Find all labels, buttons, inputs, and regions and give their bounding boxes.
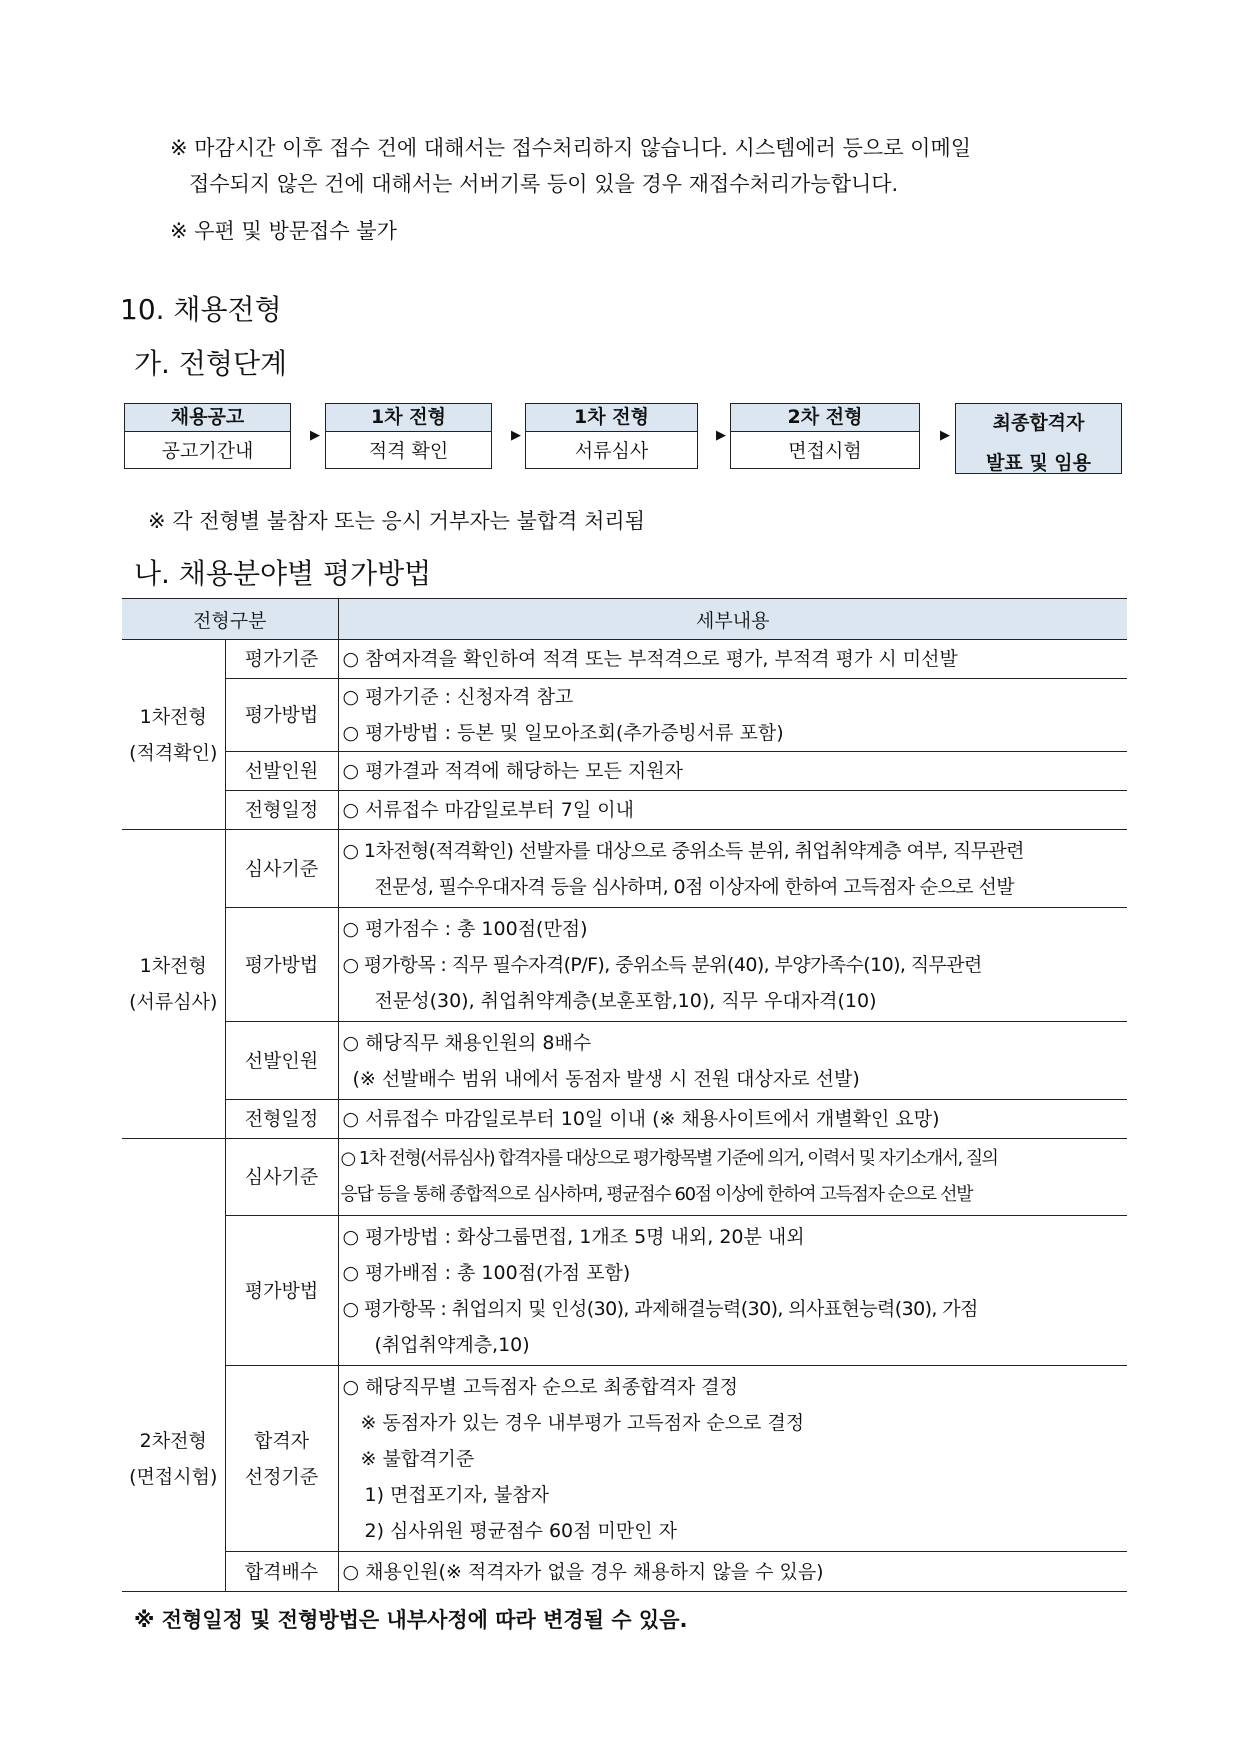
stage-body: 서류심사 (574, 440, 649, 462)
table-row (122, 791, 1127, 830)
group-document-review (122, 830, 225, 1139)
row-label: 전형일정 (225, 1100, 338, 1139)
row-detail: ○ 평가결과 적격에 해당하는 모든 지원자 (338, 752, 1127, 791)
row-label: 심사기준 (225, 1139, 338, 1216)
row-label: 합격배수 (225, 1552, 338, 1592)
row-detail: ○ 평가점수 : 총 100점(만점) ○ 평가항목 : 직무 필수자격(P/F), 중위소득 분위(40), 부양가족수(10), 직무관련 전문성(30), 취업취약계층(보훈포함,10), 직무 우대자격(10) (338, 908, 1127, 1022)
header-detail: 세부내용 (338, 599, 1127, 640)
group-eligibility (122, 640, 225, 830)
stage-header: 최종합격자 (992, 412, 1085, 434)
arrow-right-icon: ▶ (310, 428, 320, 443)
table-header-row (122, 599, 1127, 640)
group-name: 1차전형 (139, 705, 207, 728)
row-label: 평가기준 (225, 640, 338, 679)
group-paren: (서류심사) (129, 991, 218, 1013)
row-detail: ○ 해당직무 채용인원의 8배수 (※ 선발배수 범위 내에서 동점자 발생 시 전원 대상자로 선발) (338, 1022, 1127, 1100)
stage-body: 공고기간내 (161, 440, 254, 462)
row-detail: ○ 서류접수 마감일로부터 10일 이내 (※ 채용사이트에서 개별확인 요망) (338, 1100, 1127, 1139)
stage-body: 적격 확인 (368, 440, 449, 462)
stage-box-announcement (124, 403, 291, 469)
arrow-right-icon: ▶ (716, 428, 726, 443)
row-label: 평가방법 (225, 908, 338, 1022)
table-row (122, 679, 1127, 752)
table-row (122, 1100, 1127, 1139)
group-paren: (면접시험) (129, 1466, 218, 1488)
stage-header: 1차 전형 (526, 404, 697, 432)
stage-box-document-review (525, 403, 698, 469)
row-label: 선발인원 (225, 752, 338, 791)
row-detail: ○ 평가기준 : 신청자격 참고 ○ 평가방법 : 등본 및 일모아조회(추가증빙서류 포함) (338, 679, 1127, 752)
row-label: 심사기준 (225, 830, 338, 908)
row-label: 합격자 선정기준 (225, 1366, 338, 1552)
row-label: 평가방법 (225, 679, 338, 752)
stage-note: ※ 각 전형별 불참자 또는 응시 거부자는 불합격 처리됨 (148, 509, 646, 533)
table-row (122, 752, 1127, 791)
late-submission-note-cont: 접수되지 않은 건에 대해서는 서버기록 등이 있을 경우 재접수처리가능합니다. (189, 172, 899, 196)
section-title: 10. 채용전형 (120, 293, 282, 326)
row-detail: ○ 1차전형(적격확인) 선발자를 대상으로 중위소득 분위, 취업취약계층 여부, 직무관련 전문성, 필수우대자격 등을 심사하며, 0점 이상자에 한하여 고득점자 순으로 선발 (338, 830, 1127, 908)
evaluation-table (122, 598, 1127, 1592)
group-name: 2차전형 (139, 1430, 207, 1452)
row-detail: ○ 1차 전형(서류심사) 합격자를 대상으로 평가항목별 기준에 의거, 이력서 및 자기소개서, 질의 응답 등을 통해 종합적으로 심사하며, 평균점수 60점 이상에 한하여 고득점자 순으로 선발 (338, 1139, 1127, 1216)
subsection-stages: 가. 전형단계 (134, 347, 288, 380)
group-name: 1차전형 (139, 955, 207, 977)
subsection-evaluation: 나. 채용분야별 평가방법 (134, 557, 432, 590)
stage-body: 면접시험 (788, 440, 862, 462)
stage-box-eligibility (325, 403, 492, 469)
footer-note: ※ 전형일정 및 전형방법은 내부사정에 따라 변경될 수 있음. (134, 1608, 688, 1632)
stage-header: 1차 전형 (326, 404, 491, 432)
table-row (122, 1139, 1127, 1216)
row-detail: ○ 참여자격을 확인하여 적격 또는 부적격으로 평가, 부적격 평가 시 미선발 (338, 640, 1127, 679)
row-label: 전형일정 (225, 791, 338, 830)
group-interview (122, 1139, 225, 1592)
late-submission-note: ※ 마감시간 이후 접수 건에 대해서는 접수처리하지 않습니다. 시스템에러 등으로 이메일 (170, 136, 972, 160)
table-row (122, 1216, 1127, 1366)
no-mail-note: ※ 우편 및 방문접수 불가 (170, 219, 397, 243)
arrow-right-icon: ▶ (940, 428, 950, 443)
header-type: 전형구분 (122, 599, 338, 640)
stage-box-final (955, 403, 1122, 474)
table-row (122, 1022, 1127, 1100)
stage-header: 2차 전형 (731, 404, 919, 432)
table-row (122, 640, 1127, 679)
arrow-right-icon: ▶ (511, 428, 521, 443)
row-detail: ○ 채용인원(※ 적격자가 없을 경우 채용하지 않을 수 있음) (338, 1552, 1127, 1592)
row-detail: ○ 해당직무별 고득점자 순으로 최종합격자 결정 ※ 동점자가 있는 경우 내부평가 고득점자 순으로 결정 ※ 불합격기준 1) 면접포기자, 불참자 2) 심사위원 평균점수 60점 미만인 자 (338, 1366, 1127, 1552)
table-row (122, 1552, 1127, 1592)
stage-box-interview (730, 403, 920, 469)
stage-body: 발표 및 임용 (986, 452, 1091, 474)
row-detail: ○ 서류접수 마감일로부터 7일 이내 (338, 791, 1127, 830)
table-row (122, 1366, 1127, 1552)
row-label: 선발인원 (225, 1022, 338, 1100)
group-paren: (적격확인) (129, 741, 218, 764)
stage-header: 채용공고 (125, 404, 290, 432)
row-label: 평가방법 (225, 1216, 338, 1366)
table-row (122, 830, 1127, 908)
row-detail: ○ 평가방법 : 화상그룹면접, 1개조 5명 내외, 20분 내외 ○ 평가배점 : 총 100점(가점 포함) ○ 평가항목 : 취업의지 및 인성(30), 과제해결능력(30), 의사표현능력(30), 가점 (취업취약계층,10) (338, 1216, 1127, 1366)
table-row (122, 908, 1127, 1022)
